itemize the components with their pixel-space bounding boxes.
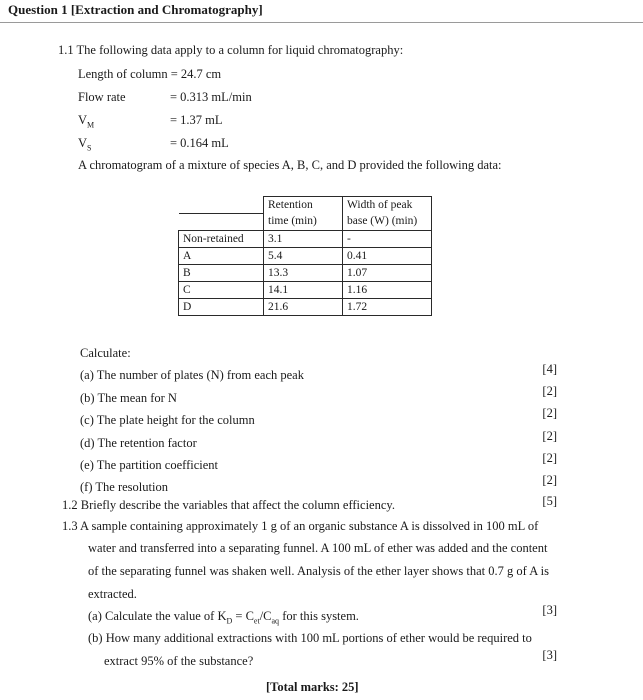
width-cell: 1.07	[343, 264, 432, 281]
header-width-2: base (W) (min)	[343, 213, 432, 230]
vm-label-sub: M	[87, 120, 95, 130]
q1-3-line2: water and transferred into a separating funnel. A 100 mL of ether was added and the content	[88, 541, 548, 555]
species-cell: C	[179, 281, 264, 298]
part-f-marks: [2]	[542, 473, 557, 487]
total-marks: [Total marks: 25]	[266, 680, 359, 694]
retention-cell: 14.1	[264, 281, 343, 298]
vm-value: = 1.37 mL	[170, 113, 223, 127]
vs-value: = 0.164 mL	[170, 136, 229, 150]
table-row	[179, 230, 432, 247]
q1-2-marks: [5]	[542, 494, 557, 508]
q1-3-line1: 1.3 A sample containing approximately 1 g of an organic substance A is dissolved in 100 mL of	[62, 519, 539, 533]
q1-3-line3: of the separating funnel was shaken well. Analysis of the ether layer shows that 0.7 g of A is	[88, 564, 550, 578]
table-row	[179, 247, 432, 264]
cet-subscript: et	[253, 616, 260, 626]
title-divider	[0, 22, 643, 23]
part-f-text: (f) The resolution	[80, 480, 168, 494]
q1-3-part-b-line1: (b) How many additional extractions with 100 mL portions of ether would be required to	[88, 631, 532, 645]
part-c-text: (c) The plate height for the column	[80, 413, 255, 427]
part-e-text: (e) The partition coefficient	[80, 458, 219, 472]
column-length: Length of column = 24.7 cm	[78, 67, 222, 81]
header-blank-2	[179, 213, 264, 230]
part-a-text: (a) The number of plates (N) from each peak	[80, 368, 304, 382]
vm-label-main: V	[78, 113, 88, 127]
part-b-marks: [2]	[542, 384, 557, 398]
header-retention-2: time (min)	[264, 213, 343, 230]
calculate-heading: Calculate:	[80, 346, 131, 360]
part-a-eq: = C	[232, 609, 254, 623]
table-row	[179, 298, 432, 315]
part-e-marks: [2]	[542, 451, 557, 465]
species-cell: A	[179, 247, 264, 264]
species-cell: D	[179, 298, 264, 315]
species-cell: Non-retained	[179, 230, 264, 247]
chromatogram-table	[178, 196, 432, 316]
part-b-text: (b) The mean for N	[80, 391, 177, 405]
part-d-marks: [2]	[542, 429, 557, 443]
table-row	[179, 264, 432, 281]
vs-label	[78, 136, 91, 153]
vs-label-sub: S	[87, 143, 92, 153]
q1-3-part-a-marks: [3]	[542, 603, 557, 617]
chromatogram-text: A chromatogram of a mixture of species A, B, C, and D provided the following data:	[78, 158, 502, 172]
q1-3-line4: extracted.	[88, 587, 137, 601]
table-row	[179, 281, 432, 298]
q1-3-part-b-line2: extract 95% of the substance?	[104, 654, 254, 668]
flow-rate-value: = 0.313 mL/min	[170, 90, 252, 104]
vs-label-main: V	[78, 136, 88, 150]
width-cell: 1.72	[343, 298, 432, 315]
part-a-tail: for this system.	[279, 609, 359, 623]
header-blank	[179, 197, 264, 214]
flow-rate-label: Flow rate	[78, 90, 126, 104]
retention-cell: 5.4	[264, 247, 343, 264]
table-header-row	[179, 197, 432, 214]
q1-3-part-b-marks: [3]	[542, 648, 557, 662]
question-title: Question 1 [Extraction and Chromatography]	[8, 2, 263, 17]
part-a-marks: [4]	[542, 362, 557, 376]
header-width: Width of peak	[343, 197, 432, 214]
width-cell: -	[343, 230, 432, 247]
retention-cell: 21.6	[264, 298, 343, 315]
part-d-text: (d) The retention factor	[80, 436, 197, 450]
part-c-marks: [2]	[542, 406, 557, 420]
q1-3-part-a	[88, 609, 359, 626]
kd-subscript: D	[226, 616, 233, 626]
header-retention: Retention	[264, 197, 343, 214]
retention-cell: 13.3	[264, 264, 343, 281]
vm-label	[78, 113, 94, 130]
part-a-slash: /C	[259, 609, 272, 623]
table-header-row-2	[179, 213, 432, 230]
q1-2-text: 1.2 Briefly describe the variables that affect the column efficiency.	[62, 498, 395, 512]
part-a-lead: (a) Calculate the value of K	[88, 609, 227, 623]
width-cell: 0.41	[343, 247, 432, 264]
caq-subscript: aq	[271, 616, 280, 626]
retention-cell: 3.1	[264, 230, 343, 247]
q1-1-intro: 1.1 The following data apply to a column for liquid chromatography:	[58, 43, 404, 57]
width-cell: 1.16	[343, 281, 432, 298]
species-cell: B	[179, 264, 264, 281]
